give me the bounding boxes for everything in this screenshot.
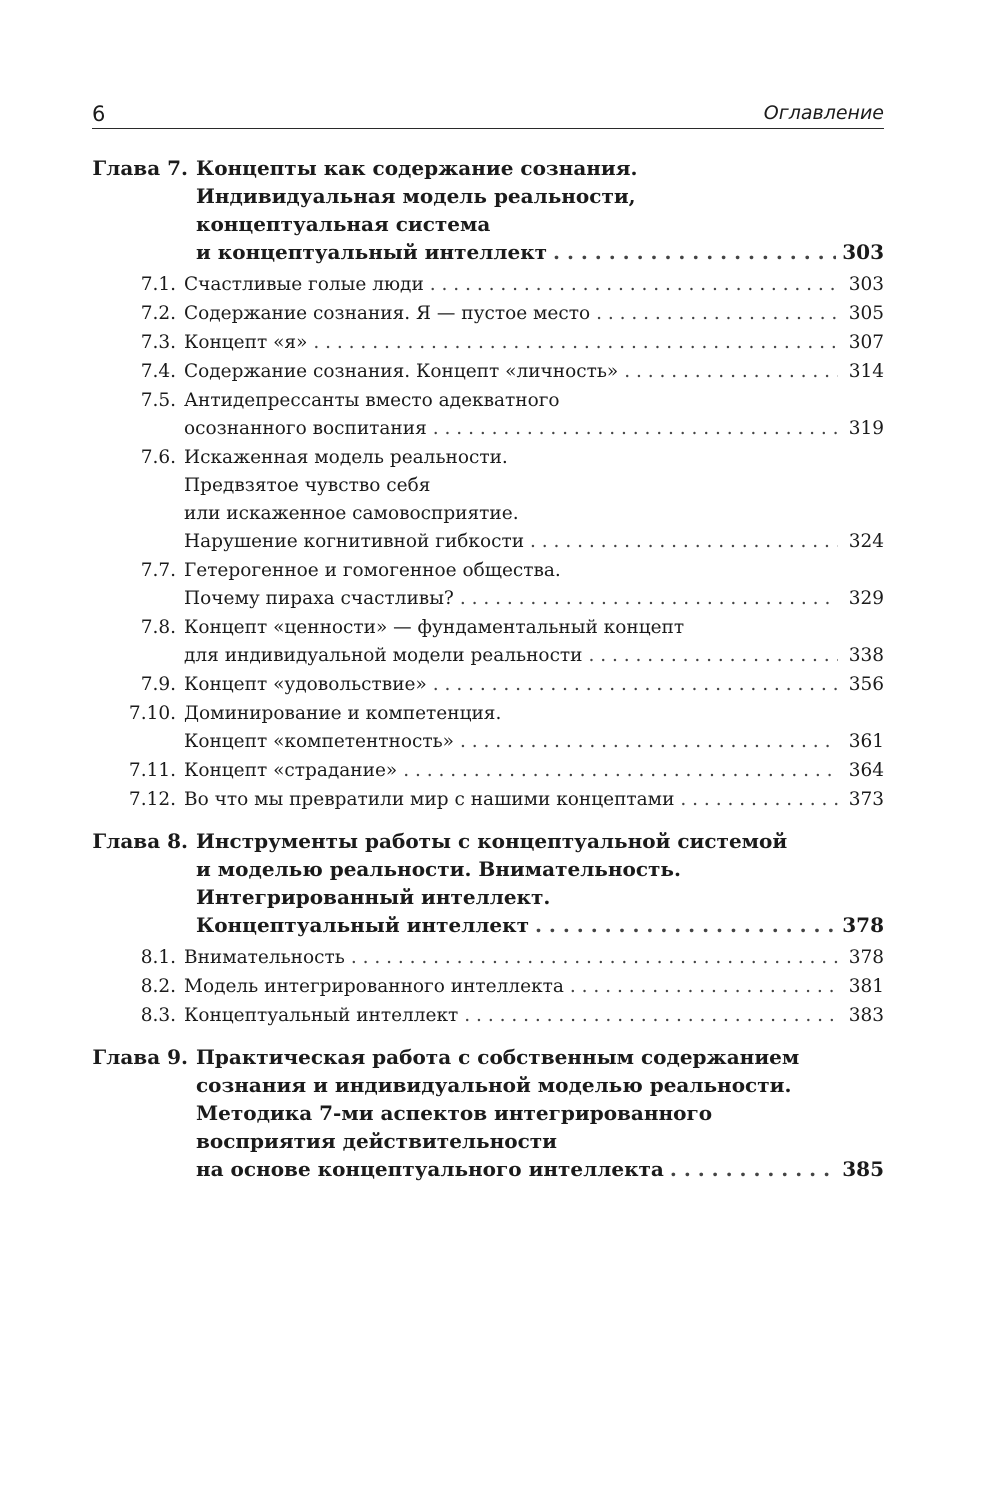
section-title-text: Гетерогенное и гомогенное общества. [184, 560, 561, 581]
section-line [92, 1002, 884, 1030]
section-title-text: Антидепрессанты вместо адекватного [184, 390, 560, 411]
dot-leader [535, 911, 836, 939]
section-title-wrap [184, 944, 884, 972]
toc-chapter [92, 154, 884, 814]
chapter-title-text: Методика 7-ми аспектов интегрированного [196, 1101, 713, 1125]
chapter-title-line [92, 210, 884, 238]
chapter-title-line [92, 1127, 884, 1155]
table-of-contents [92, 154, 884, 1183]
section-title-wrap [184, 271, 884, 299]
section-title-text: Во что мы превратили мир с нашими концептами [184, 789, 675, 810]
chapter-title-text: Индивидуальная модель реальности, [196, 184, 636, 208]
dot-leader [433, 671, 838, 699]
dot-leader [596, 300, 838, 328]
section-page-number: 303 [848, 274, 884, 295]
section-page-number: 319 [848, 418, 884, 439]
dot-leader [589, 642, 839, 670]
section-title-wrap [184, 387, 884, 415]
section-title-wrap [184, 757, 884, 785]
chapter-title-wrap [196, 1099, 884, 1127]
section-line [92, 757, 884, 785]
chapter-sections [92, 271, 884, 814]
toc-section [92, 329, 884, 357]
section-line [92, 528, 884, 556]
dot-leader [670, 1155, 836, 1183]
section-page-number: 305 [848, 303, 884, 324]
section-title-wrap [184, 973, 884, 1001]
section-page-number: 373 [848, 789, 884, 810]
chapter-title-wrap [196, 911, 884, 939]
chapter-title-text: Практическая работа с собственным содержанием [196, 1045, 800, 1069]
toc-section [92, 700, 884, 756]
chapter-title-text: Инструменты работы с концептуальной системой [196, 829, 788, 853]
toc-section [92, 300, 884, 328]
section-number: 7.10. [128, 703, 176, 724]
section-page-number: 356 [848, 674, 884, 695]
chapter-title-line [92, 883, 884, 911]
section-title-text: Содержание сознания. Концепт «личность» [184, 361, 619, 382]
section-title-text: Внимательность [184, 947, 345, 968]
section-page-number: 314 [848, 361, 884, 382]
section-line [92, 973, 884, 1001]
section-title-text: Концепт «компетентность» [184, 731, 454, 752]
chapter-title-wrap [196, 1043, 884, 1071]
section-title-text: Концепт «ценности» — фундаментальный концепт [184, 617, 685, 638]
section-title-wrap [184, 500, 884, 528]
toc-section [92, 1002, 884, 1030]
section-line [92, 557, 884, 585]
section-title-wrap [184, 671, 884, 699]
section-title-text: Модель интегрированного интеллекта [184, 976, 564, 997]
chapter-page-number: 303 [842, 240, 884, 264]
section-title-text: для индивидуальной модели реальности [184, 645, 583, 666]
chapter-title-line [92, 1043, 884, 1071]
section-page-number: 383 [848, 1005, 884, 1026]
toc-section [92, 387, 884, 443]
section-title-text: Концепт «я» [184, 332, 308, 353]
chapter-title-line [92, 238, 884, 266]
chapter-title-line [92, 827, 884, 855]
chapter-label: Глава 8. [92, 829, 188, 853]
chapter-title-text: восприятия действительности [196, 1129, 557, 1153]
section-number: 7.12. [128, 789, 176, 810]
chapter-label: Глава 7. [92, 156, 188, 180]
section-page-number: 361 [848, 731, 884, 752]
section-line [92, 358, 884, 386]
section-title-wrap [184, 415, 884, 443]
dot-leader [430, 271, 838, 299]
chapter-title-wrap [196, 827, 884, 855]
toc-section [92, 757, 884, 785]
section-line [92, 329, 884, 357]
section-line [92, 614, 884, 642]
section-number: 8.3. [140, 1005, 176, 1026]
section-number: 7.2. [140, 303, 176, 324]
section-line [92, 271, 884, 299]
chapter-title-text: и концептуальный интеллект [196, 240, 548, 264]
toc-chapter [92, 1043, 884, 1183]
section-number: 7.7. [140, 560, 176, 581]
section-title-wrap [184, 557, 884, 585]
section-line [92, 728, 884, 756]
section-line [92, 786, 884, 814]
chapter-title-line [92, 911, 884, 939]
dot-leader [460, 585, 838, 613]
chapter-label: Глава 9. [92, 1045, 188, 1069]
section-page-number: 329 [848, 588, 884, 609]
toc-section [92, 444, 884, 556]
section-title-wrap [184, 700, 884, 728]
section-title-wrap [184, 358, 884, 386]
dot-leader [570, 973, 838, 1001]
section-line [92, 415, 884, 443]
section-title-wrap [184, 1002, 884, 1030]
chapter-title-text: Концептуальный интеллект [196, 913, 529, 937]
chapter-title-line [92, 154, 884, 182]
section-line [92, 642, 884, 670]
chapter-title-line [92, 182, 884, 210]
chapter-title-text: на основе концептуального интеллекта [196, 1157, 664, 1181]
section-line [92, 472, 884, 500]
section-title-text: Концепт «страдание» [184, 760, 398, 781]
section-title-text: Содержание сознания. Я — пустое место [184, 303, 591, 324]
section-page-number: 381 [848, 976, 884, 997]
section-line [92, 500, 884, 528]
dot-leader [351, 944, 838, 972]
chapter-title-text: и моделью реальности. Внимательность. [196, 857, 681, 881]
section-title-text: Доминирование и компетенция. [184, 703, 502, 724]
section-number: 7.5. [140, 390, 176, 411]
chapter-title-line [92, 1099, 884, 1127]
chapter-sections [92, 944, 884, 1030]
chapter-title-wrap [196, 1155, 884, 1183]
toc-section [92, 614, 884, 670]
toc-section [92, 973, 884, 1001]
section-page-number: 307 [848, 332, 884, 353]
section-line [92, 444, 884, 472]
chapter-heading [92, 1043, 884, 1183]
page-number: 6 [92, 102, 106, 126]
toc-section [92, 271, 884, 299]
chapter-title-line [92, 1155, 884, 1183]
section-line [92, 387, 884, 415]
dot-leader [460, 728, 838, 756]
section-title-wrap [184, 472, 884, 500]
chapter-title-wrap [196, 1127, 884, 1155]
section-title-wrap [184, 786, 884, 814]
chapter-heading [92, 154, 884, 266]
running-header [92, 98, 884, 129]
chapter-title-wrap [196, 883, 884, 911]
section-title-text: Концептуальный интеллект [184, 1005, 459, 1026]
section-title-text: Концепт «удовольствие» [184, 674, 427, 695]
section-line [92, 944, 884, 972]
section-number: 7.9. [140, 674, 176, 695]
chapter-title-line [92, 1071, 884, 1099]
section-title-text: осознанного воспитания [184, 418, 427, 439]
chapter-page-number: 378 [842, 913, 884, 937]
chapter-title-wrap [196, 855, 884, 883]
section-number: 7.11. [128, 760, 176, 781]
dot-leader [624, 358, 838, 386]
toc-section [92, 786, 884, 814]
dot-leader [464, 1002, 838, 1030]
section-number: 7.4. [140, 361, 176, 382]
dot-leader [403, 757, 838, 785]
chapter-title-line [92, 855, 884, 883]
section-number: 7.6. [140, 447, 176, 468]
chapter-title-wrap [196, 182, 884, 210]
chapter-title-wrap [196, 154, 884, 182]
toc-section [92, 671, 884, 699]
section-title-wrap [184, 444, 884, 472]
section-title-wrap [184, 329, 884, 357]
toc-section [92, 944, 884, 972]
section-number: 7.1. [140, 274, 176, 295]
chapter-title-text: сознания и индивидуальной моделью реальности. [196, 1073, 792, 1097]
section-title-wrap [184, 614, 884, 642]
section-page-number: 378 [848, 947, 884, 968]
running-title: Оглавление [763, 102, 884, 124]
section-number: 7.8. [140, 617, 176, 638]
section-title-text: Предвзятое чувство себя [184, 475, 431, 496]
chapter-heading [92, 827, 884, 939]
section-number: 8.1. [140, 947, 176, 968]
section-title-wrap [184, 528, 884, 556]
toc-section [92, 557, 884, 613]
section-line [92, 585, 884, 613]
section-title-wrap [184, 642, 884, 670]
toc-chapter [92, 827, 884, 1030]
section-page-number: 338 [848, 645, 884, 666]
section-title-text: Почему пираха счастливы? [184, 588, 454, 609]
chapter-title-wrap [196, 210, 884, 238]
chapter-title-text: Интегрированный интеллект. [196, 885, 551, 909]
section-title-wrap [184, 728, 884, 756]
section-page-number: 324 [848, 531, 884, 552]
dot-leader [433, 415, 838, 443]
dot-leader [553, 238, 836, 266]
section-line [92, 300, 884, 328]
chapter-title-text: Концепты как содержание сознания. [196, 156, 638, 180]
chapter-title-wrap [196, 1071, 884, 1099]
section-title-text: Нарушение когнитивной гибкости [184, 531, 525, 552]
section-line [92, 700, 884, 728]
section-number: 8.2. [140, 976, 176, 997]
section-title-wrap [184, 300, 884, 328]
section-title-text: или искаженное самовосприятие. [184, 503, 519, 524]
section-page-number: 364 [848, 760, 884, 781]
dot-leader [530, 528, 838, 556]
chapter-title-text: концептуальная система [196, 212, 491, 236]
section-title-text: Счастливые голые люди [184, 274, 424, 295]
dot-leader [680, 786, 838, 814]
toc-section [92, 358, 884, 386]
dot-leader [313, 329, 838, 357]
section-number: 7.3. [140, 332, 176, 353]
section-title-text: Искаженная модель реальности. [184, 447, 508, 468]
chapter-title-wrap [196, 238, 884, 266]
chapter-page-number: 385 [842, 1157, 884, 1181]
section-line [92, 671, 884, 699]
section-title-wrap [184, 585, 884, 613]
